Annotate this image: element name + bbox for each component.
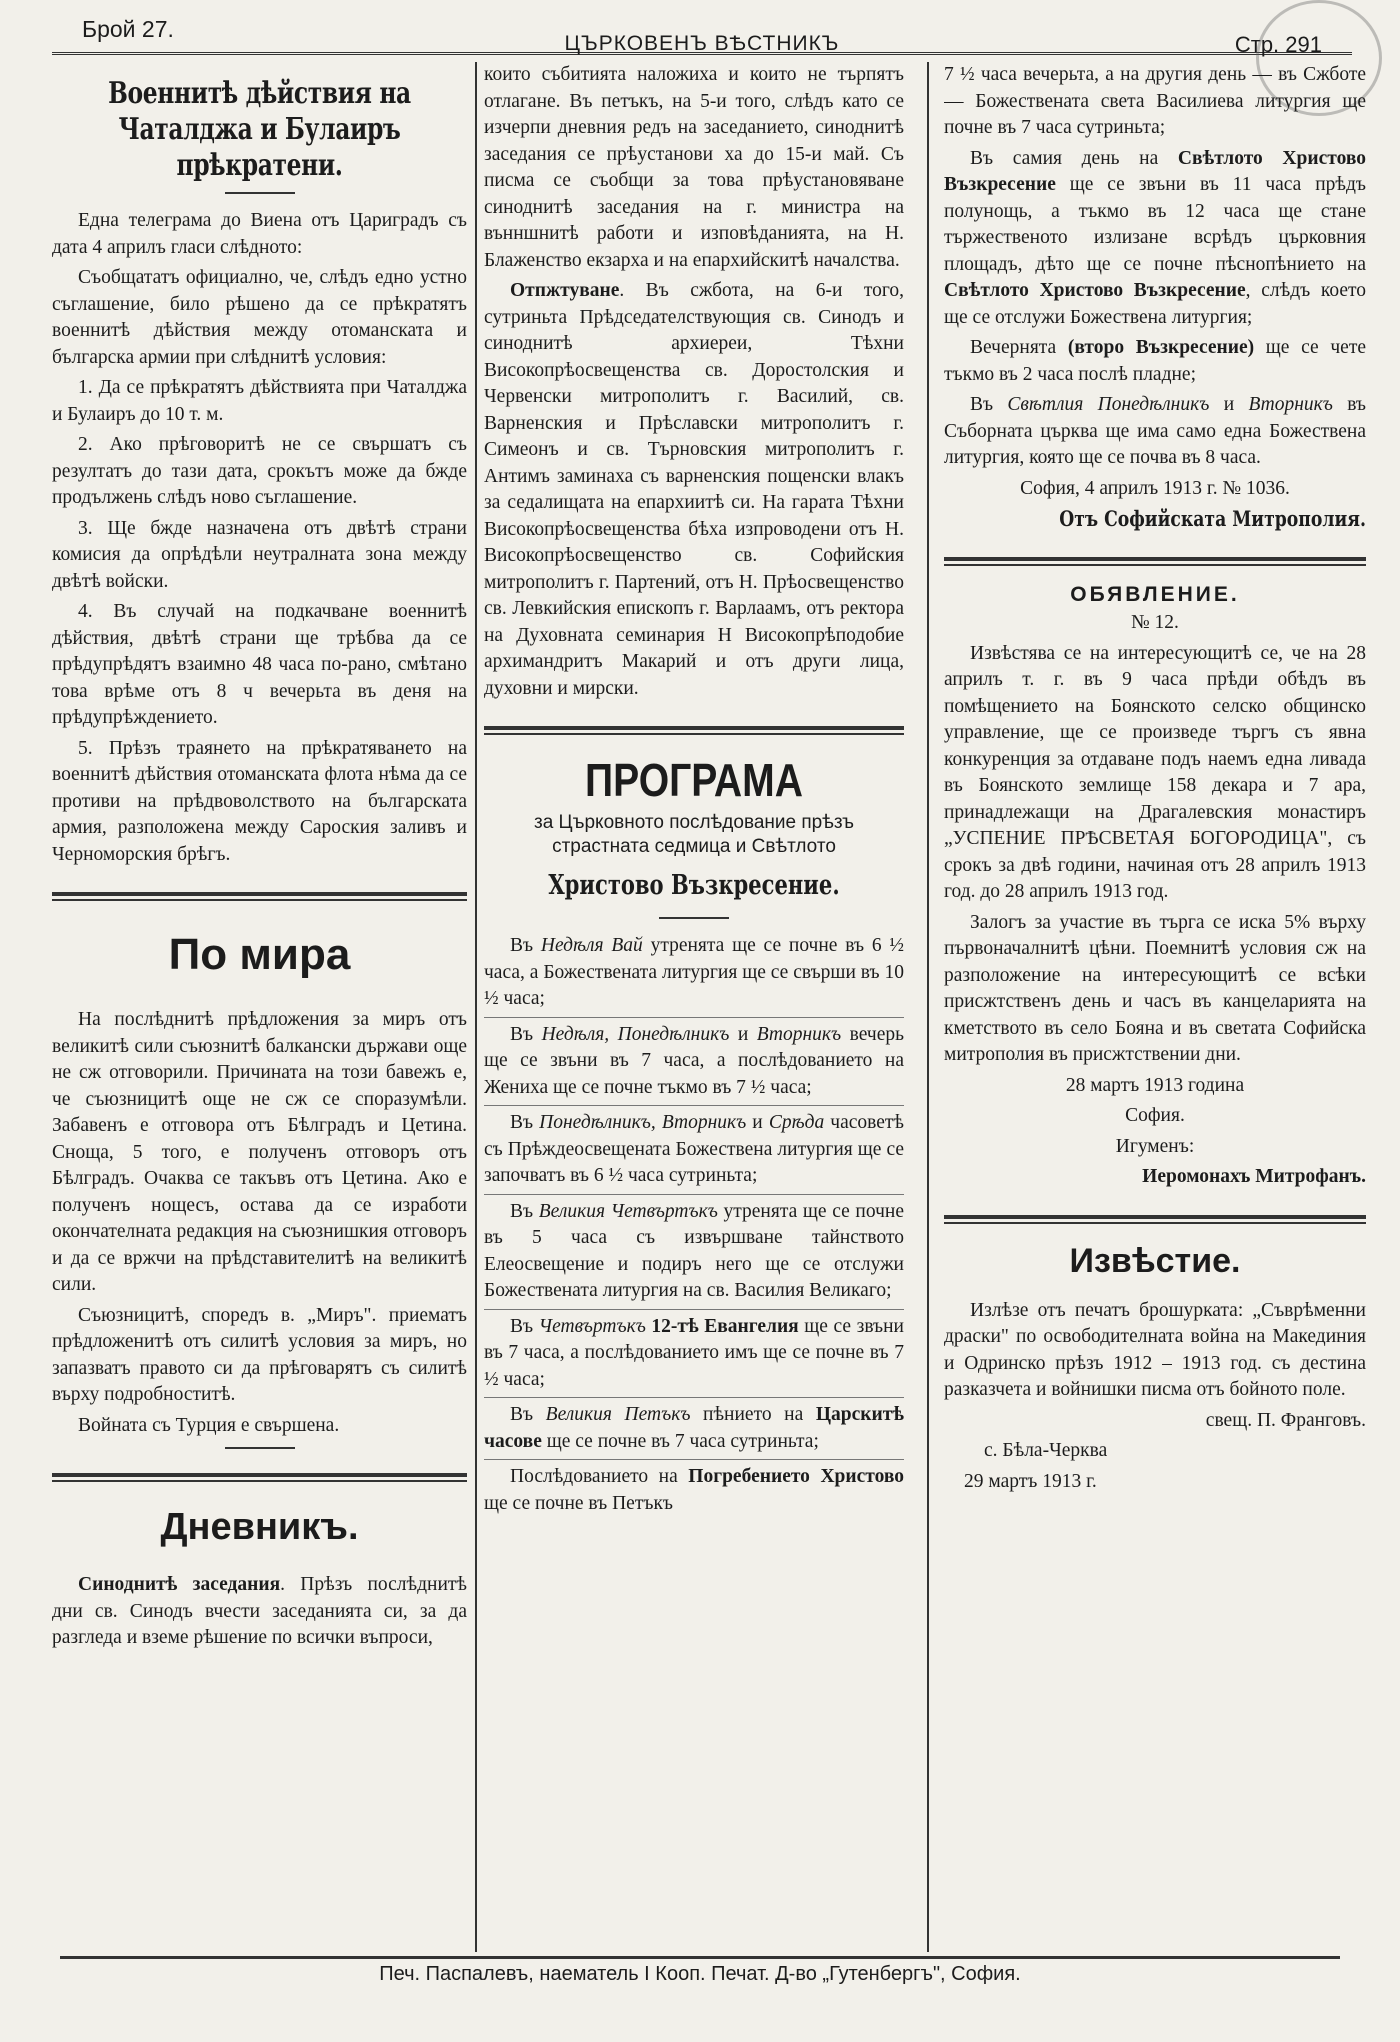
paragraph: Излѣзе отъ печатъ брошурката: „Съврѣменни драски" по освободителната война на Макединия и Одринско прѣзъ 1912 – 1913 год. съ дестина разказчета и войнишки писма отъ бойното поле.: [944, 1299, 1366, 1400]
program-item: [484, 1022, 904, 1102]
column-right: [944, 62, 1366, 1952]
divider: [225, 192, 295, 194]
section-rule: [52, 1473, 467, 1482]
text: Въ: [510, 935, 541, 956]
column-divider: [475, 62, 477, 1952]
program-subtitle: за Църковното послѣдование прѣзъ страстната седмица и Свѣтлото: [533, 812, 855, 857]
place: с. Бѣла-Черква: [984, 1440, 1108, 1461]
page-header: [52, 12, 1352, 55]
text: ще се почне въ Петъкъ: [484, 1492, 674, 1514]
text: и: [1209, 394, 1249, 415]
section-rule: [944, 1215, 1366, 1224]
emphasis: Вторникъ: [756, 1023, 842, 1045]
bold-text: (второ Възкресение): [1067, 337, 1255, 358]
paragraph: [52, 1572, 467, 1652]
notice-number: № 12.: [1131, 612, 1179, 633]
text: Въ: [510, 1112, 540, 1133]
text: ще се звъни въ 7 часа, а послѣдованието имъ ще се почне въ 7 ½ часа;: [484, 1315, 904, 1390]
signature-name: Иеромонахъ Митрофанъ.: [1142, 1166, 1366, 1187]
bold-text: Свѣтлото Христово Възкресение: [944, 147, 1366, 195]
bold-text: Свѣтлото Христово Възкресение: [944, 280, 1246, 301]
text: Въ: [510, 1200, 539, 1222]
program-item: [484, 1402, 904, 1455]
paragraph: Съюзницитѣ, споредъ в. „Миръ". приематъ прѣдложенитѣ отъ силитѣ условия за миръ, но запазватъ правото си да прѣговарятъ съ силитѣ върху подробноститѣ.: [52, 1304, 467, 1405]
notice-title: ОБЯВЛЕНИЕ.: [1070, 582, 1240, 606]
program-item: [484, 933, 904, 1013]
column-middle: [484, 62, 904, 1952]
paragraph: [944, 392, 1366, 472]
paragraph: 1. Да се прѣкратятъ дѣйствията при Чаталджа и Булаиръ до 10 т. м.: [52, 377, 467, 425]
text: , слѣдъ което ще се отслужи Божествена литургия;: [944, 280, 1366, 328]
text: ще се почне въ 7 часа сутриньта;: [541, 1430, 819, 1452]
program-title: ПРОГРАМА: [585, 754, 803, 806]
lead-in: Отпжтуване: [510, 280, 620, 301]
newspaper-title: ЦЪРКОВЕНЪ ВѢСТНИКЪ: [564, 32, 840, 55]
text: вечерь ще се звъни въ 7 часа, а послѣдованието на Жениха ще се почне тъкмо въ 7 ½ часа;: [484, 1023, 904, 1098]
paragraph: На послѣднитѣ прѣдложения за миръ отъ великитѣ сили съюзнитѣ балкански държави още не сж отговорили. Причината на този бавежъ е, че съюзницитѣ още не сж се споразумѣли. Забавенъ е отговора отъ Бѣлградъ и Цетина. Сноща, 5 того, е полученъ отговоръ отъ Бѣлградъ. Очаква се такъвъ отъ Цетина. Ако е полученъ нощесъ, остава да се изработи окончателната редакция на съюзнишкия отговоръ и да се вржчи на прѣдставителитѣ на великитѣ сили.: [52, 1009, 467, 1295]
text: Въ: [510, 1023, 542, 1045]
emphasis: Свѣтлия Понедѣлникъ: [1007, 394, 1210, 415]
signature: свещ. П. Франговъ.: [1205, 1409, 1366, 1431]
paragraph: 3. Ще бжде назначена отъ двѣтѣ страни комисия да опрѣдѣли неутралната зона между двѣтѣ войски.: [52, 517, 467, 592]
text: Въ: [510, 1404, 546, 1425]
emphasis: Великия Четвъртъкъ: [538, 1200, 718, 1222]
program-item: [484, 1464, 904, 1517]
article-title: Военнитѣ дѣйствия на Чаталджа и Булаиръ прѣкратени.: [108, 76, 411, 183]
page-number: Стр. 291: [1234, 32, 1322, 57]
section-title: Извѣстие.: [1069, 1241, 1241, 1280]
paragraph: които събитията наложиха и които не търпятъ отлагане. Въ петъкъ, на 5-и того, слѣдъ като се изчерпи дневния редъ на заседанието, синоднитѣ заседания се прѣустанови ха до 15-и май. Съ писма се съобщи за това прѣустановяване синоднитѣ заседания на г. министра на вънншнитѣ работи и изповѣданията, на Н. Блаженство екзарха и на епархийскитѣ началства.: [484, 64, 904, 271]
paragraph: Войната съ Турция е свършена.: [78, 1414, 340, 1436]
signature: Отъ Софийската Митрополия.: [1059, 506, 1366, 531]
text: и: [729, 1023, 757, 1045]
program-item: [484, 1199, 904, 1305]
paragraph: Залогъ за участие въ търга се иска 5% върху първоначалнитѣ цѣни. Поемнитѣ условия сж на разположение на интересующитѣ се всѣки присжтственъ день и часъ въ канцеларията на кметството въ село Бояна и въ светата Софийска митрополия въ присжтствении дни.: [944, 911, 1366, 1065]
bold-text: Царскитѣ часове: [484, 1404, 904, 1452]
text: и: [746, 1112, 769, 1133]
paragraph: [484, 278, 904, 702]
paragraph: Извѣстява се на интересующитѣ се, че на 28 априлъ т. г. въ 9 часа прѣди обѣдъ въ помѣщението на Боянското селско общинско управление, ще се произведе търгъ съ явна конкуренция за отдаване подъ наемъ една ливада въ Боянското землище 158 декара и 7 ара, принадлежащи на Драгалевския монастиръ „УСПЕНИЕ ПРѢСВЕТАЯ БОГОРОДИЦА", съ срокъ за двѣ години, начиная отъ 28 априлъ 1913 год. до 28 априлъ 1913 год.: [944, 642, 1366, 902]
paragraph: [944, 335, 1366, 388]
paragraph: 5. Прѣзъ траянето на прѣкратяването на военнитѣ дѣйствия отоманската флота нѣма да се противи на прѣдвоволството на българската армия, разположена между Сароския заливъ и Черноморския брѣгъ.: [52, 737, 467, 865]
text: Въ: [970, 394, 1008, 415]
notice-place: София.: [1125, 1105, 1185, 1126]
text: ще се чете тъкмо въ 2 часа послѣ пладне;: [944, 337, 1366, 385]
text: въ Съборната църква ще има само една Божествена литургия, която ще се почва въ 8 часа.: [944, 394, 1366, 468]
column-divider: [927, 62, 929, 1952]
text: утренята ще се почне въ 5 часа съ извършване тайнството Елеосвещение и подиръ него ще се отслужи Божествената литургия на св. Василия Великаго;: [484, 1200, 904, 1301]
emphasis: Великия Петъкъ: [545, 1404, 691, 1425]
text: Въ: [510, 1315, 539, 1337]
lead-in: Синоднитѣ заседания: [78, 1574, 281, 1595]
section-rule: [484, 726, 904, 735]
text: Послѣдованието на: [510, 1466, 689, 1487]
paragraph: [944, 146, 1366, 332]
text: утренята ще се почне въ 6 ½ часа, а Божествената литургия ще се свърши въ 10 ½ часа;: [484, 935, 904, 1009]
divider: [484, 1309, 904, 1310]
program-item: [484, 1314, 904, 1394]
paragraph: 4. Въ случай на подкачване военнитѣ дѣйствия, двѣтѣ страни ще трѣбва да се прѣдупрѣдятъ взаимно 48 часа по-рано, смѣтано това врѣме отъ 8 ч вечерьта въ деня на прѣдупрѣждението.: [52, 601, 467, 728]
emphasis: Четвъртъкъ: [538, 1315, 646, 1337]
section-rule: [944, 557, 1366, 566]
issue-number: Брой 27.: [82, 16, 174, 42]
paragraph: Една телеграма до Виена отъ Цариградъ съ дата 4 априлъ гласи слѣдното:: [52, 210, 467, 258]
divider: [484, 1017, 904, 1018]
divider: [659, 917, 729, 919]
bold-text: 12-тѣ Евангелия: [645, 1315, 799, 1337]
paragraph: 7 ½ часа вечерьта, а на другия день — въ Сжботе — Божествената света Василиева литургия ще почне въ 7 часа сутриньта;: [944, 64, 1366, 138]
printer-imprint: Печ. Паспалевъ, наематель I Кооп. Печат. Д-во „Гутенбергъ", София.: [60, 1956, 1340, 1986]
date: 29 мартъ 1913 г.: [964, 1470, 1097, 1492]
text: Вечернята: [970, 337, 1068, 358]
divider: [225, 1447, 295, 1449]
paragraph: Съобщататъ официално, че, слѣдъ едно устно съглашение, било рѣшено да се прѣкратятъ военнитѣ дѣйствия между отоманската и българска армии при слѣднитѣ условия:: [52, 267, 467, 368]
emphasis: Вторникъ: [1248, 394, 1333, 415]
text: Въ самия день на: [970, 147, 1178, 169]
divider: [484, 1397, 904, 1398]
program-item: [484, 1110, 904, 1190]
emphasis: Недѣля, Понедѣлникъ: [541, 1023, 730, 1045]
program-heading: Христово Възкресение.: [548, 870, 840, 901]
signature: [944, 1164, 1366, 1191]
paragraph-text: . Въ сжбота, на 6-и того, сутриньта Прѣдседателствующия св. Синодъ и синоднитѣ архиереи, Тѣхни Високопрѣосвещенства св. Доростолския и Червенски митрополитъ г. Василий, св. Варненския и Прѣславски митрополитъ г. Симеонъ и св. Търновския митрополитъ г. Антимъ заминаха съ варненския пощенски влакъ за седалищата на епархиитѣ си. На гарата Тѣхни Високопрѣосвещенства бѣха изпроводени отъ Н. Високопрѣосвещенство св. Софийския митрополитъ г. Партений, отъ Н. Прѣосвещенство св. Левкийския епископъ г. Варлаамъ, отъ ректора на Духовната семинария Н Високопрѣподобие архимандритъ Макарий и отъ други лица, духовни и мирски.: [484, 280, 904, 699]
emphasis: Понедѣлникъ, Вторникъ: [539, 1112, 747, 1133]
divider: [484, 1194, 904, 1195]
bold-text: Погребението Христово: [688, 1466, 904, 1487]
text: ще се звъни въ 11 часа прѣдъ полунощь, а тъкмо въ 12 часа ще стане тържественото излизане всрѣдъ църковния площадъ, дѣто ще се почне пѣснопѣнието на: [944, 174, 1366, 275]
column-left: [52, 62, 467, 1952]
emphasis: Недѣля Вай: [540, 935, 643, 956]
emphasis: Срѣда: [768, 1112, 825, 1133]
divider: [484, 1105, 904, 1106]
notice-date: 28 мартъ 1913 година: [1065, 1074, 1245, 1096]
text: пѣнието на: [690, 1404, 816, 1425]
signature-role: Игуменъ:: [1115, 1135, 1195, 1157]
dateline: София, 4 априлъ 1913 г. № 1036.: [1020, 477, 1290, 499]
section-rule: [52, 892, 467, 901]
paragraph: 2. Ако прѣговоритѣ не се свършатъ съ резултатъ до тази дата, срокътъ може да бжде продължень слѣдъ ново съглашение.: [52, 434, 467, 508]
paragraph-text: . Прѣзъ послѣднитѣ дни св. Синодъ вчести заседанията си, за да разгледа и вземе рѣшение по всички въпроси,: [52, 1574, 467, 1648]
divider: [484, 1459, 904, 1460]
section-title: По мира: [168, 930, 351, 979]
text: часоветѣ съ Прѣждеосвещената Божествена литургия ще се започватъ въ 6 ½ часа сутриньта;: [484, 1112, 904, 1186]
section-title: Дневникъ.: [160, 1506, 359, 1548]
